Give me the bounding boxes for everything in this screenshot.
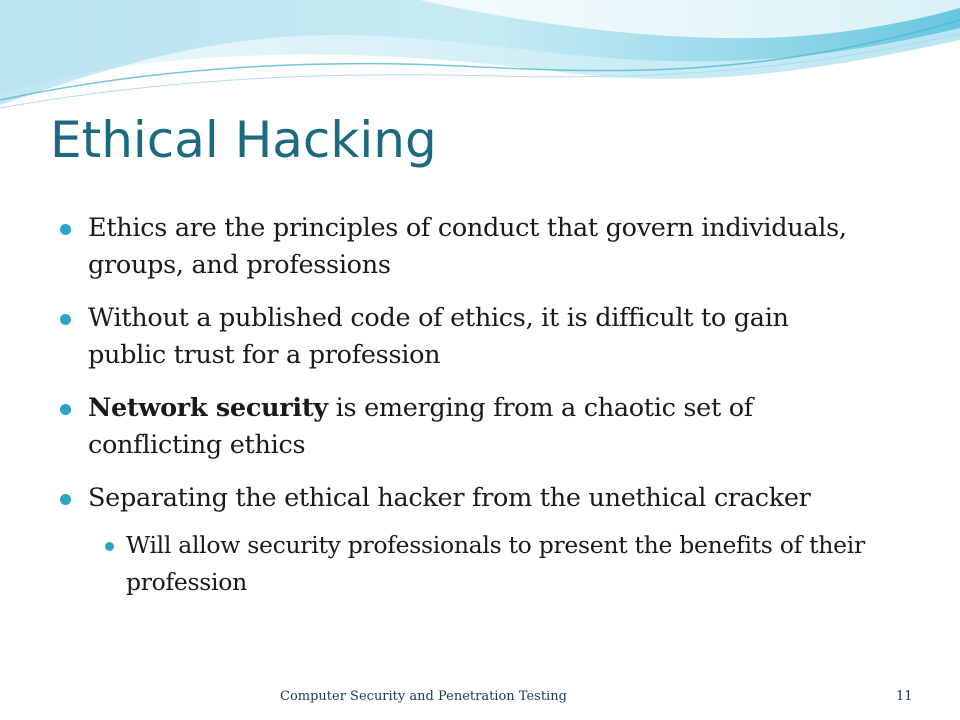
bullet-item: Separating the ethical hacker from the unethical cracker	[0, 480, 868, 517]
slide-title: Ethical Hacking	[50, 111, 437, 169]
bullet-item: Without a published code of ethics, it is difficult to gain public trust for a profession	[0, 300, 868, 374]
page-number: 11	[896, 689, 913, 704]
bullet-item	[0, 390, 868, 464]
bullet-list	[0, 210, 960, 601]
bullet-text: is emerging from a chaotic set of conflicting ethics	[88, 393, 753, 460]
bold-term: Network security	[88, 393, 328, 423]
sub-bullet-item: Will allow security professionals to present the benefits of their profession	[0, 527, 896, 601]
footer-title: Computer Security and Penetration Testing	[280, 689, 567, 704]
bullet-item: Ethics are the principles of conduct that govern individuals, groups, and professions	[0, 210, 868, 284]
